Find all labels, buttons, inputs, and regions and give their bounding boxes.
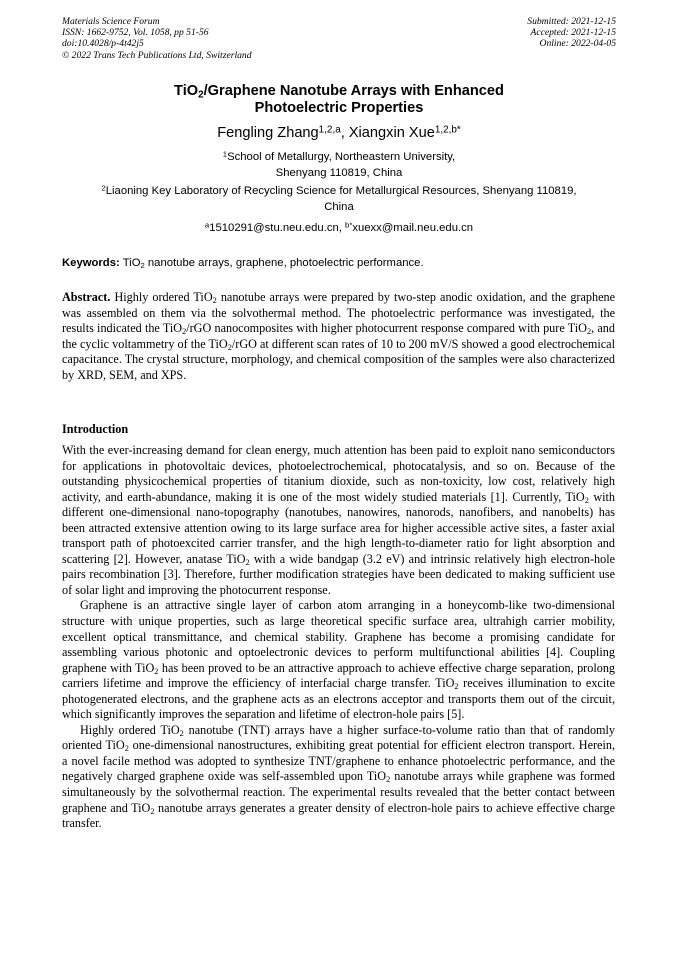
subscript: 2	[212, 296, 217, 306]
keywords-text: nanotube arrays, graphene, photoelectric performance.	[144, 257, 424, 269]
paragraph-text: nanotube arrays generates a greater density of electron-hole pairs to achieve effective charge transfer.	[62, 800, 615, 831]
abstract-text: /rGO nanocomposites with higher photocurrent response compared with pure TiO	[186, 321, 587, 336]
issn-volume: ISSN: 1662-9752, Vol. 1058, pp 51-56	[62, 27, 209, 39]
doi: doi:10.4028/p-4t42j5	[62, 38, 144, 50]
online-date: Online: 2022-04-05	[539, 38, 616, 50]
paragraph-text: With the ever-increasing demand for clean energy, much attention has been paid to exploit nano semiconductors for applications in photovoltaic devices, photoelectrochemical, photocatalysis, and so on. Because of the outstanding physicochemical properties of titanium dioxide, such as non-toxicity, low cost, relatively high activity, and earth-abundance, making it is one of the most widely studied materials [1]. Currently, TiO	[62, 443, 615, 504]
author-name: Xiangxin Xue	[348, 125, 435, 141]
title-line-2: Photoelectric Properties	[254, 100, 424, 116]
paragraph-text: nanotube (TNT) arrays have a higher surface-to-volume ratio than that of randomly oriented TiO	[62, 722, 615, 753]
paragraph	[62, 598, 615, 722]
journal-name: Materials Science Forum	[62, 16, 160, 27]
header-left	[62, 16, 252, 61]
introduction-body	[62, 443, 615, 832]
author-affiliation-mark: 1,2,b*	[434, 124, 461, 136]
title-text: TiO	[174, 83, 199, 99]
author-name: Fengling Zhang	[217, 125, 319, 141]
affiliation-text: Shenyang 110819, China	[275, 166, 403, 179]
copyright: © 2022 Trans Tech Publications Ltd, Switzerland	[62, 49, 252, 61]
accepted-date: Accepted: 2021-12-15	[530, 27, 616, 39]
email-address: xuexx@mail.neu.edu.cn	[352, 222, 474, 234]
title-subscript: 2	[198, 89, 204, 101]
email-mark: a	[204, 220, 210, 230]
author-separator: ,	[340, 125, 349, 141]
abstract-text: Highly ordered TiO	[110, 290, 213, 304]
paragraph	[62, 723, 615, 832]
paragraph-text: nanotube arrays while graphene was formed simultaneously by the solvothermal reaction. The experimental results revealed that the better contact between graphene and TiO	[62, 769, 615, 815]
affiliation-2	[62, 184, 616, 215]
subscript: 2	[227, 342, 232, 352]
paragraph-text: Graphene is an attractive single layer of carbon atom arranging in a honeycomb-like two-dimensional structure with unique properties, such as large theoretical specific surface area, ultrahigh carrier mobility, excellent optical transmittance, and chemical stability. Graphene has become a promising candidate for assembling various photonic and optoelectronic devices to perform multifunctional abilities [4]. Coupling graphene with TiO	[62, 598, 615, 675]
paragraph-text: has been proved to be an attractive approach to achieve effective charge separation, prolong carriers lifetime and improve the efficiency of interfacial charge transfer. TiO	[62, 660, 616, 691]
affiliation-text: China	[324, 200, 354, 213]
keywords-text: TiO	[119, 257, 141, 269]
abstract	[62, 290, 615, 383]
subscript: 2	[182, 327, 187, 337]
abstract-text: nanotube arrays were prepared by two-step anodic oxidation, and the graphene was assembled on them via the solvothermal method. The photoelectric performance was investigated, the results indicated the TiO	[62, 290, 615, 336]
subscript: 2	[454, 682, 459, 692]
subscript: 2	[150, 806, 155, 816]
section-heading-introduction: Introduction	[62, 422, 129, 436]
email-mark: b*	[345, 220, 353, 230]
subscript: 2	[586, 327, 592, 337]
subscript: 2	[245, 557, 250, 567]
affiliation-1	[62, 150, 616, 181]
authors	[62, 125, 616, 142]
affiliation-mark: 1	[222, 149, 228, 159]
affiliation-mark: 2	[101, 183, 106, 193]
submitted-date: Submitted: 2021-12-15	[527, 16, 616, 27]
abstract-text: /rGO at different scan rates of 10 to 200 mV/S showed a good electrochemical capacitance. The crystal structure, morphology, and chemical composition of the samples were also characterized by XRD, SEM, and XPS.	[62, 336, 615, 382]
affiliation-text: Liaoning Key Laboratory of Recycling Science for Metallurgical Resources, Shenyang 110819,	[105, 185, 577, 197]
paragraph-text: with a wide bandgap (3.2 eV) and intrinsic relatively high electron-hole pairs recombination [3]. Therefore, further modification strategies have been dedicated to making sufficient use of solar light and improving the photocurrent response.	[62, 551, 615, 597]
paragraph	[62, 443, 615, 598]
subscript: 2	[124, 744, 129, 754]
affiliation-text: School of Metallurgy, Northeastern University,	[227, 151, 456, 163]
subscript: 2	[386, 775, 391, 785]
keywords	[62, 256, 616, 270]
abstract-text: , and the cyclic voltammetry of the TiO	[62, 321, 615, 351]
paper-title	[62, 83, 616, 117]
subscript: 2	[179, 728, 184, 738]
header-right	[527, 16, 616, 50]
paragraph-text: receives illumination to excite photogenerated electrons, and the graphene acts as an electrons acceptor and transports them out of the circuit, which significantly improves the separation and lifetime of electron-hole pairs [5].	[62, 676, 615, 722]
paragraph-text: Highly ordered TiO	[80, 722, 180, 737]
author-emails	[62, 221, 616, 237]
paragraph-text: one-dimensional nanostructures, exhibiting great potential for efficient electron transport. Herein, a novel facile method was adopted to synthesize TNT/graphene to enhance photoelectric performance, and the negatively charged graphene oxide was self-assembled upon TiO	[62, 738, 615, 784]
subscript: 2	[154, 666, 159, 676]
author-affiliation-mark: 1,2,a	[318, 124, 341, 136]
paragraph-text: with different one-dimensional nano-topography (nanotubes, nanowires, nanorods, nanofibers, and nanobelts) has been attracted extensive attention owing to its large surface area for higher accessible active sites, a faster axial transport path of photoexcited carrier transfer, and the high length-to-diameter ratio for light absorption and scattering [2]. However, anatase TiO	[62, 489, 615, 566]
title-text: /Graphene Nanotube Arrays with Enhanced	[203, 83, 504, 99]
abstract-label: Abstract.	[62, 290, 111, 304]
email-address: 1510291@stu.neu.edu.cn,	[209, 222, 346, 234]
subscript: 2	[140, 260, 145, 270]
subscript: 2	[584, 495, 589, 505]
keywords-label: Keywords:	[62, 257, 120, 269]
